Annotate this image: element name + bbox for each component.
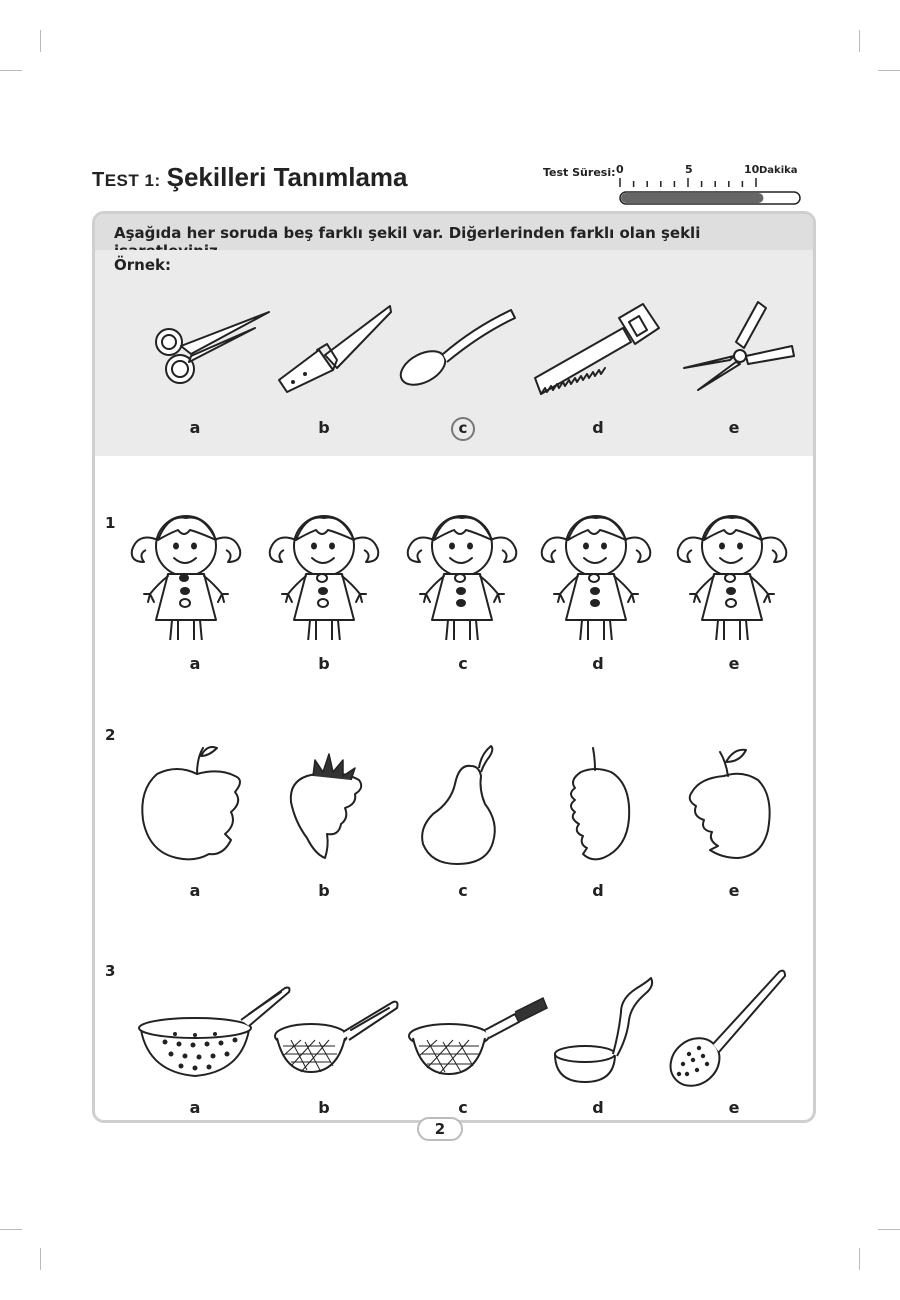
question-number: 3 [105, 962, 116, 980]
example-option-a[interactable]: a [189, 418, 201, 437]
question-1-option-b[interactable]: b [318, 654, 330, 673]
question-3-option-e[interactable]: e [728, 1098, 740, 1117]
crop-mark [859, 30, 860, 52]
timer-tick-label: 5 [685, 163, 693, 176]
sieve-icon [405, 992, 550, 1082]
crop-mark [878, 1229, 900, 1230]
instruction-bar [95, 214, 813, 250]
crop-mark [40, 30, 41, 52]
saw-icon [531, 298, 661, 398]
page-number: 2 [417, 1117, 463, 1141]
instruction-text: Aşağıda her soruda beş farklı şekil var. Diğerlerinden farklı olan şekli [114, 224, 701, 242]
question-2-option-e[interactable]: e [728, 881, 740, 900]
example-option-e[interactable]: e [728, 418, 740, 437]
question-1-option-e[interactable]: e [728, 654, 740, 673]
girl-icon [538, 510, 658, 640]
example-option-d[interactable]: d [592, 418, 604, 437]
hedge-shears-icon [680, 298, 800, 398]
timer-tick-label: 10 [744, 163, 760, 176]
girl-icon [404, 510, 524, 640]
question-1-option-a[interactable]: a [189, 654, 201, 673]
slotted-spoon-icon [665, 966, 790, 1094]
question-2-option-b[interactable]: b [318, 881, 330, 900]
knife-icon [275, 300, 400, 400]
crop-mark [40, 1248, 41, 1270]
question-3-option-c[interactable]: c [458, 1098, 468, 1117]
timer-label: Test Süresi: [543, 166, 616, 179]
girl-icon [128, 510, 248, 640]
pear-icon [415, 740, 505, 865]
girl-icon [674, 510, 794, 640]
crop-mark [859, 1248, 860, 1270]
question-2-option-c[interactable]: c [458, 881, 468, 900]
test-label: TEST 1: [92, 169, 161, 191]
example-label: Örnek: [114, 256, 171, 274]
question-2-option-d[interactable]: d [592, 881, 604, 900]
example-option-c-marked[interactable]: c [451, 417, 475, 441]
question-1-option-d[interactable]: d [592, 654, 604, 673]
question-3-option-b[interactable]: b [318, 1098, 330, 1117]
bitten-strawberry-icon [285, 746, 375, 866]
example-option-b[interactable]: b [318, 418, 330, 437]
question-2-option-a[interactable]: a [189, 881, 201, 900]
timer-bar [540, 162, 810, 208]
sieve-icon [271, 996, 401, 1076]
test-panel [92, 211, 816, 1123]
bitten-apple-icon [680, 740, 780, 865]
timer-unit: Dakika [759, 165, 798, 176]
scissors-icon [145, 304, 275, 394]
question-3-option-d[interactable]: d [592, 1098, 604, 1117]
question-3-option-a[interactable]: a [189, 1098, 201, 1117]
crop-mark [878, 70, 900, 71]
bitten-apple-side-icon [561, 740, 641, 865]
test-timer [540, 162, 810, 208]
crop-mark [0, 1229, 22, 1230]
timer-tick-label: 0 [616, 163, 624, 176]
question-number: 2 [105, 726, 116, 744]
title-text: Şekilleri Tanımlama [166, 162, 408, 192]
question-1-option-c[interactable]: c [458, 654, 468, 673]
ladle-icon [551, 972, 656, 1087]
bitten-apple-icon [137, 740, 252, 865]
spoon-icon [393, 304, 523, 394]
girl-icon [266, 510, 386, 640]
question-number: 1 [105, 514, 116, 532]
crop-mark [0, 70, 22, 71]
page-title [92, 162, 407, 193]
